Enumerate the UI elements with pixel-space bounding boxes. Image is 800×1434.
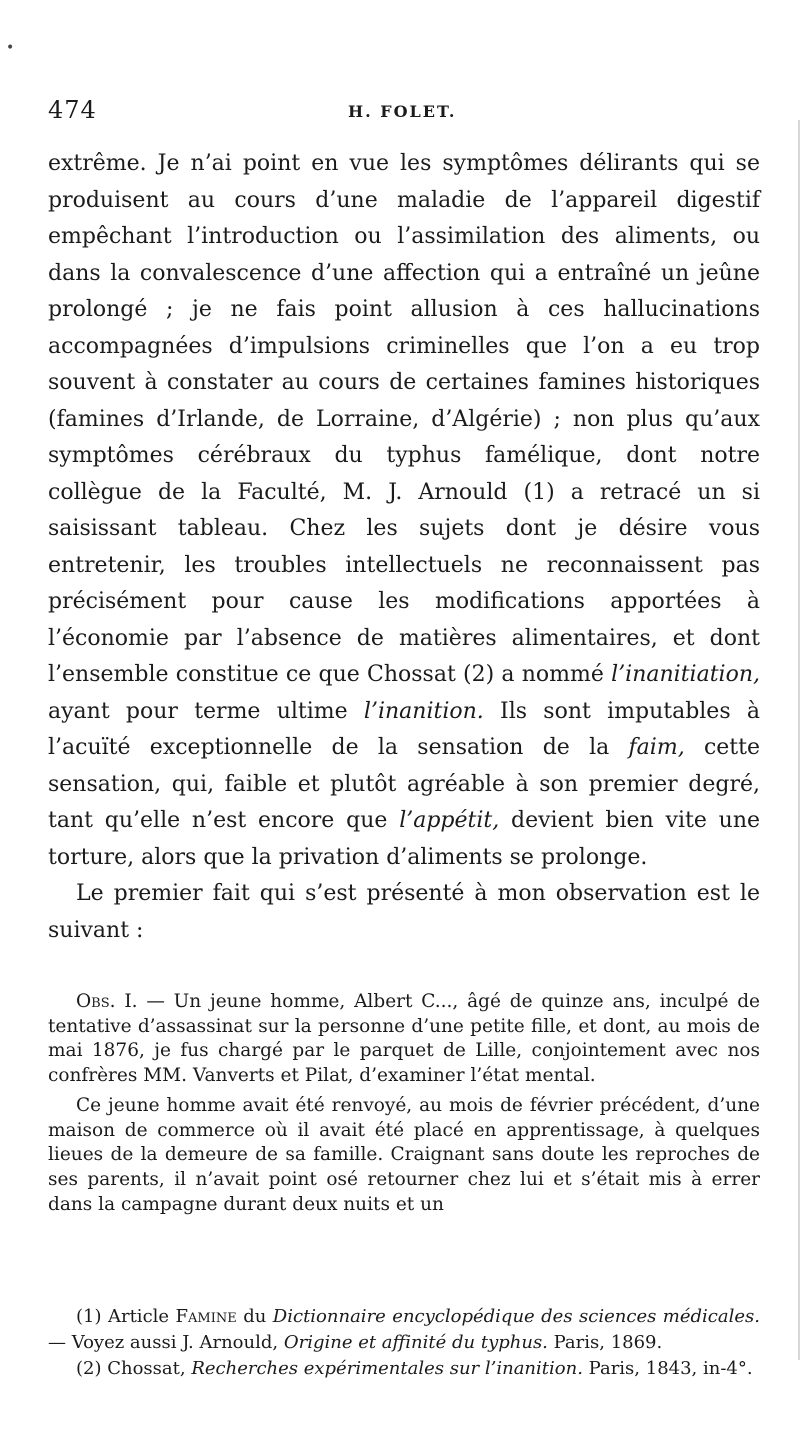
footnote-1-marker: (1) Article: [76, 1306, 176, 1327]
paragraph-1-text-c: Ils sont imputables à l’acuïté exceptionnelle de la sensation de la: [48, 698, 760, 760]
footnote-1: [48, 1304, 760, 1356]
footnote-1-text-b: du: [236, 1306, 273, 1327]
footnote-1-text-c: — Voyez aussi J. Arnould,: [48, 1332, 284, 1353]
footnote-1-title-2: Origine et affinité du typhus.: [283, 1332, 548, 1353]
observation-label: Obs. I.: [76, 991, 138, 1012]
paragraph-2: Le premier fait qui s’est présenté à mon observation est le suivant :: [48, 881, 760, 943]
footnote-2: [48, 1356, 760, 1382]
paragraph-1-text-e: devient bien vite une torture, alors que la privation d’aliments se prolonge.: [48, 808, 761, 870]
footnotes: [48, 1304, 760, 1382]
footnote-1-text-d: Paris, 1869.: [547, 1332, 663, 1353]
page-header: [48, 96, 768, 130]
margin-mark: •: [6, 40, 15, 56]
footnote-2-marker: (2) Chossat,: [76, 1358, 192, 1379]
paragraph-1-text-b: ayant pour terme ultime: [48, 698, 364, 724]
footnote-1-famine: Famine: [175, 1306, 237, 1327]
term-inanition: l’inanition.: [363, 698, 484, 724]
observation-text-1: — Un jeune homme, Albert C..., âgé de quinze ans, inculpé de tentative d’assassinat sur la personne d’une petite fille, et dont, au mois de mai 1876, je fus chargé par le parquet de Lille, conjointement avec nos confrères MM. Vanverts et Pilat, d’examiner l’état mental.: [48, 991, 761, 1087]
term-faim: faim,: [628, 735, 685, 760]
page-number: 474: [48, 96, 97, 124]
main-text: [48, 146, 760, 949]
term-appetit: l’appétit,: [399, 808, 500, 833]
observation-block: [48, 990, 760, 1217]
paragraph-1-text: extrême. Je n’ai point en vue les symptômes délirants qui se produisent au cours d’une maladie de l’appareil digestif empêchant l’introduction ou l’assimilation des aliments, ou dans la convalescence d’une affection qui a entraîné un jeûne prolongé ; je ne fais point allusion à ces hallucinations accompagnées d’impulsions criminelles que l’on a eu trop souvent à constater au cours de certaines famines historiques (famines d’Irlande, de Lorraine, d’Algérie) ; non plus qu’aux symptômes cérébraux du typhus famélique, dont notre collègue de la Faculté, M. J. Arnould (1) a retracé un si saisissant tableau. Chez les sujets dont je désire vous entretenir, les troubles intellectuels ne reconnaissent pas précisément pour cause les modifications apportées à l’économie par l’absence de matières alimentaires, et dont l’ensemble constitue ce que Chossat (2) a nommé: [48, 151, 760, 687]
term-inanitiation: l’inanitiation,: [611, 662, 760, 687]
paragraph-1: [48, 146, 760, 876]
footnote-2-text-b: Paris, 1843, in-4°.: [582, 1358, 753, 1379]
paragraph-1-text-d: cette sensation, qui, faible et plutôt agréable à son premier degré, tant qu’elle n’est encore que: [48, 735, 760, 833]
running-head: H. FOLET.: [348, 102, 457, 121]
observation-paragraph-2: Ce jeune homme avait été renvoyé, au mois de février précédent, d’une maison de commerce où il avait été placé en apprentissage, à quelques lieues de la demeure de sa famille. Craignant sans doute les reproches de ses parents, il n’avait point osé retourner chez lui et s’était mis à errer dans la campagne durant deux nuits et un: [48, 1094, 760, 1215]
observation-paragraph-1: [48, 990, 760, 1089]
footnote-1-title-1: Dictionnaire encyclopédique des sciences médicales.: [272, 1306, 760, 1327]
footnote-2-title: Recherches expérimentales sur l’inanition.: [191, 1358, 583, 1379]
